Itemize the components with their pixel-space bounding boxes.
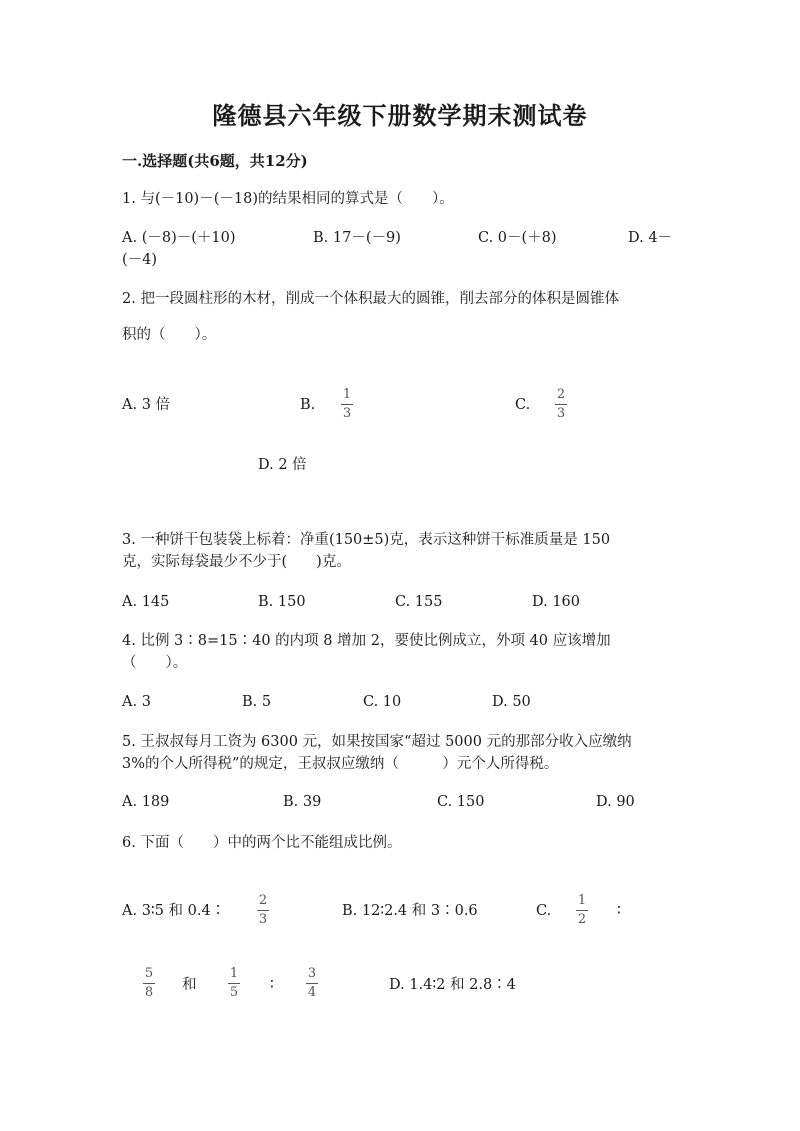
q6-option-c-fraction-3 [228, 967, 240, 1000]
q2-option-c-label: C. [515, 397, 531, 413]
q2-stem-line2: 积的（ ）。 [122, 327, 217, 343]
q2-option-c-fraction [555, 388, 567, 421]
fraction-numerator: 1 [577, 893, 587, 908]
q4-option-a: A. 3 [122, 694, 151, 710]
q3-option-b: B. 150 [258, 594, 306, 610]
fraction-bar [555, 404, 567, 405]
fraction-bar [306, 983, 318, 984]
q1-option-d-cont: (－4) [122, 252, 158, 268]
q1-option-d: D. 4－ [628, 230, 673, 246]
q2-stem-line1: 2. 把一段圆柱形的木材，削成一个体积最大的圆锥，削去部分的体积是圆锥体 [122, 291, 619, 307]
q6-option-a-fraction [257, 894, 269, 927]
q3-option-a: A. 145 [122, 594, 170, 610]
fraction-denominator: 4 [307, 985, 317, 1000]
q4-option-d: D. 50 [492, 694, 531, 710]
q6-option-b: B. 12∶2.4 和 3∶0.6 [342, 903, 478, 919]
q1-stem: 1. 与(－10)－(－18)的结果相同的算式是（ ）。 [122, 191, 454, 207]
q2-option-d: D. 2 倍 [258, 457, 307, 473]
fraction-bar [576, 910, 588, 911]
q6-option-c-fraction-2 [143, 967, 155, 1000]
q6-option-a: A. 3∶5 和 0.4∶ [122, 903, 226, 919]
fraction-bar [257, 910, 269, 911]
q1-option-c: C. 0－(＋8) [478, 230, 557, 246]
q4-option-b: B. 5 [242, 694, 272, 710]
q6-option-c-colon: ∶ [617, 903, 621, 919]
q6-option-d: D. 1.4∶2 和 2.8∶4 [389, 977, 516, 993]
q6-stem: 6. 下面（ ）中的两个比不能组成比例。 [122, 835, 402, 851]
q4-stem-line1: 4. 比例 3∶8=15∶40 的内项 8 增加 2，要使比例成立，外项 40 应该增加 [122, 633, 611, 649]
fraction-denominator: 3 [556, 406, 566, 421]
q6-option-c-colon-2: ∶ [270, 977, 274, 993]
fraction-bar [143, 983, 155, 984]
q6-option-c-and: 和 [182, 977, 197, 993]
fraction-denominator: 3 [342, 406, 352, 421]
fraction-numerator: 2 [556, 387, 566, 402]
q4-stem-line2: （ ）。 [122, 655, 188, 671]
q6-option-c-fraction [576, 894, 588, 927]
q5-option-c: C. 150 [437, 794, 485, 810]
fraction-numerator: 3 [307, 966, 317, 981]
fraction-numerator: 1 [342, 387, 352, 402]
fraction-bar [228, 983, 240, 984]
q2-option-b-label: B. [300, 397, 316, 413]
q2-option-b-fraction [341, 388, 353, 421]
q2-option-a: A. 3 倍 [122, 397, 171, 413]
fraction-bar [341, 404, 353, 405]
q3-option-d: D. 160 [532, 594, 581, 610]
q3-option-c: C. 155 [395, 594, 443, 610]
fraction-denominator: 5 [229, 985, 239, 1000]
q1-option-a: A. (－8)－(＋10) [122, 230, 236, 246]
section-heading: 一.选择题(共6题，共12分) [122, 152, 308, 170]
fraction-numerator: 1 [229, 966, 239, 981]
q6-option-c-fraction-4 [306, 967, 318, 1000]
fraction-denominator: 2 [577, 912, 587, 927]
q4-option-c: C. 10 [363, 694, 402, 710]
fraction-denominator: 3 [258, 912, 268, 927]
q6-option-c-label: C. [536, 903, 552, 919]
fraction-numerator: 2 [258, 893, 268, 908]
q5-stem-line1: 5. 王叔叔每月工资为 6300 元，如果按国家“超过 5000 元的那部分收入应缴纳 [122, 734, 632, 750]
page-title: 隆德县六年级下册数学期末测试卷 [212, 101, 588, 130]
q1-option-b: B. 17－(－9) [313, 230, 401, 246]
q5-option-a: A. 189 [122, 794, 170, 810]
fraction-denominator: 8 [144, 985, 154, 1000]
q5-option-d: D. 90 [596, 794, 635, 810]
q3-stem-line2: 克，实际每袋最少不少于( )克。 [122, 554, 351, 570]
fraction-numerator: 5 [144, 966, 154, 981]
q5-stem-line2: 3%的个人所得税”的规定，王叔叔应缴纳（ ）元个人所得税。 [122, 756, 559, 772]
q3-stem-line1: 3. 一种饼干包装袋上标着：净重(150±5)克，表示这种饼干标准质量是 150 [122, 532, 611, 548]
q5-option-b: B. 39 [283, 794, 322, 810]
